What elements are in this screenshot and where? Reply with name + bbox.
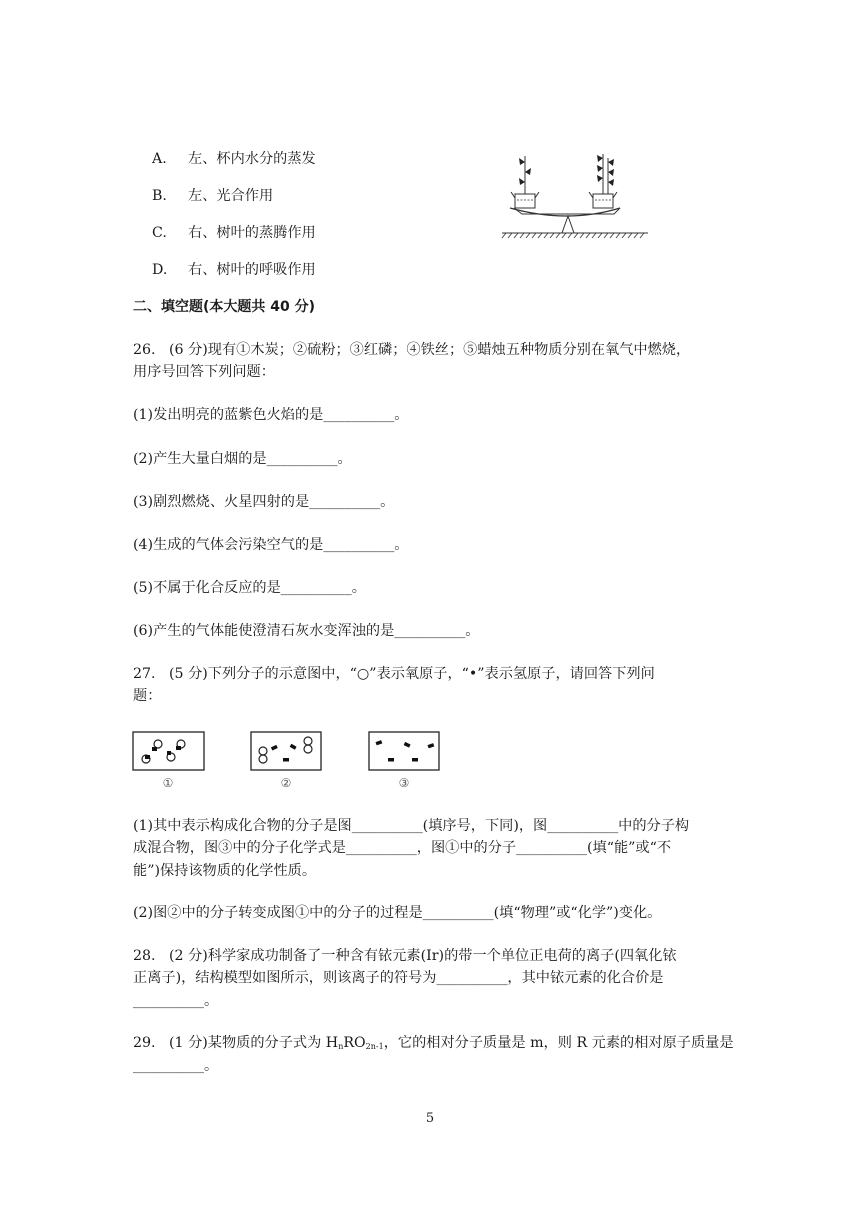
option-a [152,148,752,170]
q29-post: ，它的相对分子质量是 m，则 R 元素的相对原子质量是 [383,1035,734,1051]
q29-line2: __________。 [133,1058,219,1074]
option-text: 右、树叶的蒸腾作用 [188,225,316,241]
q27-stem: (5 分)下列分子的示意图中，“○”表示氧原子，“•”表示氢原子，请回答下列问 [169,666,655,682]
option-letter: C. [152,225,167,241]
q28-line1 [133,945,733,967]
option-text: 左、光合作用 [188,188,274,204]
option-letter: D. [152,262,168,278]
q27-sub1-line3: 能”)保持该物质的化学性质。 [133,863,317,879]
question-number: 28. [133,948,156,964]
page-number: 5 [425,1111,435,1126]
q29-sub-2n: 2n-1 [365,1042,384,1051]
q27-sub1-line2: 成混合物，图③中的分子化学式是__________，图①中的分子__________(填“能”或“不 [133,840,672,856]
q27-line1 [133,663,733,685]
molecule-diagram-2 [250,731,324,793]
question-number: 29. [133,1035,156,1051]
figure-label-3: ③ [398,776,410,790]
q29-pre: (1 分)某物质的分子式为 H [169,1035,339,1051]
question-number: 26. [133,342,156,358]
q27-sub2: (2)图②中的分子转变成图①中的分子的过程是__________(填“物理”或“化学”)变化。 [133,905,662,921]
q26-item-5: (5)不属于化合反应的是__________。 [133,580,366,596]
option-text: 右、树叶的呼吸作用 [188,262,316,278]
molecule-diagram-3 [368,731,442,793]
option-letter: A. [152,151,167,167]
option-letter: B. [152,188,167,204]
q26-item-4: (4)生成的气体会污染空气的是__________。 [133,537,409,553]
q26-stem: (6 分)现有①木炭；②硫粉；③红磷；④铁丝；⑤蜡烛五种物质分别在氧气中燃烧， [169,342,691,358]
figure-label-2: ② [280,776,292,790]
option-c [152,222,752,244]
option-b [152,185,752,207]
q28-line3: __________。 [133,993,219,1009]
q28-stem: (2 分)科学家成功制备了一种含有铱元素(Ir)的带一个单位正电荷的离子(四氧化铱 [169,948,677,964]
q26-line2: 用序号回答下列问题： [133,364,275,380]
section-heading: 二、填空题(本大题共 40 分) [133,299,316,315]
q27-sub1-line1: (1)其中表示构成化合物的分子是图__________(填序号，下同)，图__________中的分子构 [133,818,690,834]
q26-item-1: (1)发出明亮的蓝紫色火焰的是__________。 [133,407,409,423]
q26-item-2: (2)产生大量白烟的是__________。 [133,451,352,467]
q29-line1 [133,1032,733,1054]
question-number: 27. [133,666,156,682]
balance-plant-figure [500,150,650,240]
option-d [152,259,752,281]
q26-item-6: (6)产生的气体能使澄清石灰水变浑浊的是__________。 [133,623,480,639]
figure-label-1: ① [162,776,174,790]
q29-mid: RO [343,1035,366,1051]
q27-line2: 题： [133,688,162,704]
option-text: 左、杯内水分的蒸发 [188,151,316,167]
q28-line2: 正离子)，结构模型如图所示，则该离子的符号为__________，其中铱元素的化合价是 [133,970,664,986]
molecule-diagram-1 [132,731,206,793]
q26-line1 [133,339,733,361]
q29-sub-n: n [338,1042,344,1051]
q26-item-3: (3)剧烈燃烧、火星四射的是__________。 [133,494,395,510]
